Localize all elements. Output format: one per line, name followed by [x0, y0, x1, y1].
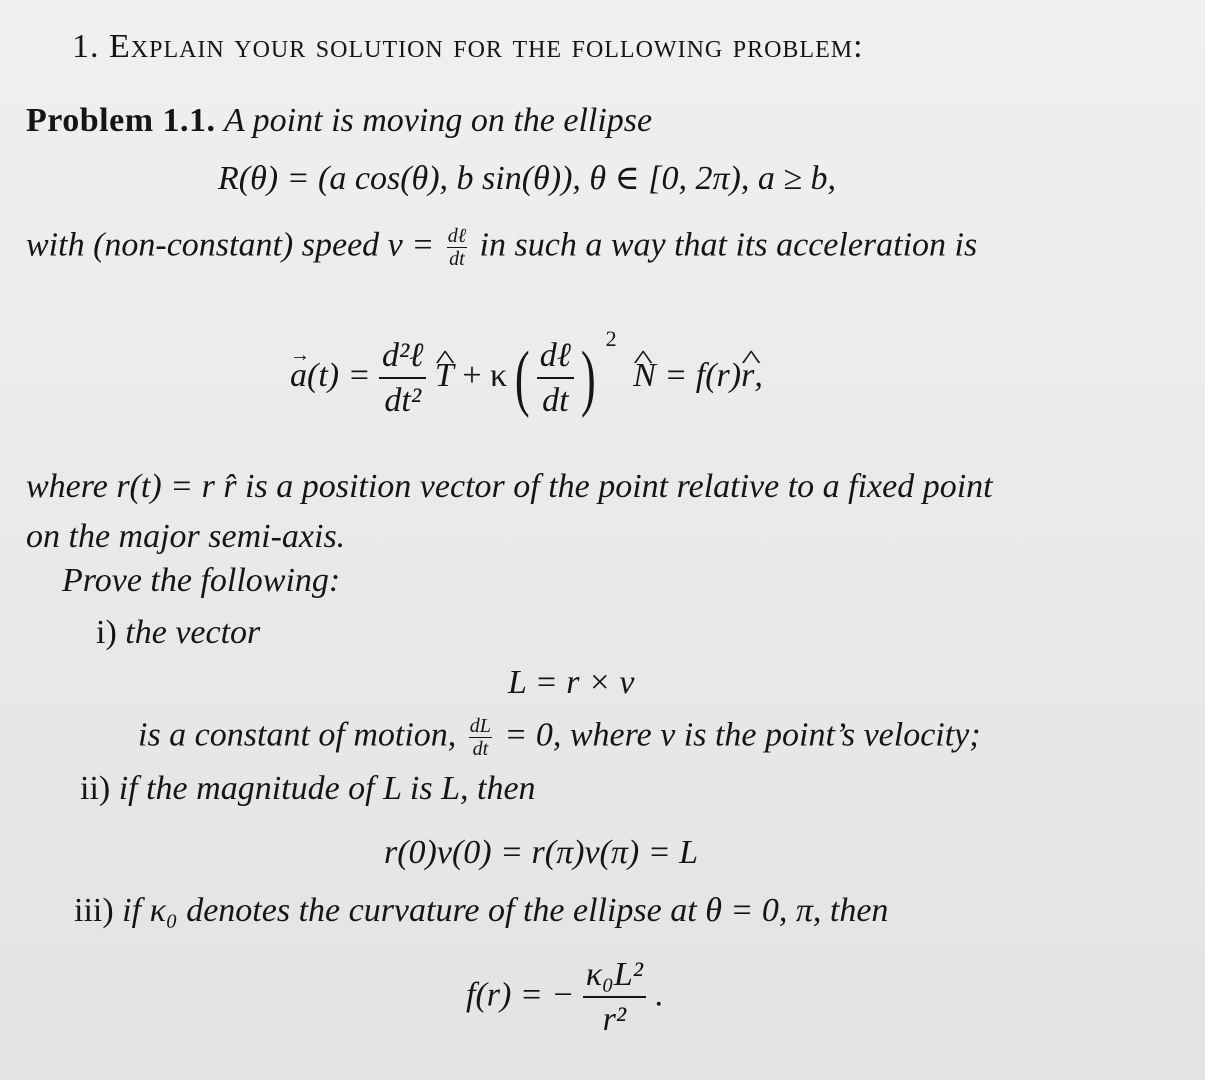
- speed-text-before: with (non-constant) speed v =: [26, 226, 435, 264]
- force-equation: [466, 958, 663, 1037]
- dL-den: dt: [472, 738, 489, 760]
- item-i: [96, 616, 260, 650]
- acceleration-equation: [290, 328, 763, 418]
- speed-frac-den: dt: [449, 248, 465, 270]
- prove-heading: Prove the following:: [62, 562, 341, 599]
- accel-frac2-den: dt: [542, 381, 569, 419]
- angular-momentum-equation: L = r × v: [508, 664, 635, 701]
- f-end: .: [654, 976, 663, 1014]
- radial-unit-vector: ^ r: [741, 359, 754, 393]
- heading-number: 1.: [72, 28, 100, 65]
- item-iii-text: if κ₀ denotes the curvature of the ellipse at θ = 0, π, then: [122, 892, 889, 929]
- f-num: κ₀L²: [583, 958, 646, 998]
- right-paren: ): [581, 337, 597, 420]
- const-after: = 0, where v is the point’s velocity;: [504, 716, 981, 754]
- heading-text: Explain your solution for the following problem:: [109, 28, 864, 65]
- const-before: is a constant of motion,: [138, 716, 457, 754]
- item-i-label: i): [96, 614, 117, 651]
- accel-frac2-num: dℓ: [537, 339, 574, 379]
- item-iii-label: iii): [74, 892, 114, 929]
- accel-comma: ,: [754, 357, 763, 394]
- f-den: r²: [602, 1001, 627, 1038]
- accel-lhs: → a(t) =: [290, 359, 371, 393]
- accel-frac-2: [537, 336, 574, 419]
- accel-frac1-num: d²ℓ: [379, 339, 426, 379]
- accel-rhs: = f(r): [664, 357, 742, 394]
- speed-fraction: [447, 226, 467, 269]
- speed-frac-num: dℓ: [447, 225, 467, 247]
- plus-kappa: + κ: [462, 357, 508, 394]
- accel-frac1-den: dt²: [384, 381, 422, 419]
- speed-text-after: in such a way that its acceleration is: [479, 226, 978, 264]
- problem-intro: A point is moving on the ellipse: [224, 102, 653, 139]
- section-heading: [72, 30, 864, 64]
- major-semi-axis-text: on the major semi-axis.: [26, 518, 346, 555]
- item-iii: [74, 894, 888, 928]
- item-ii-label: ii): [80, 770, 111, 807]
- constant-of-motion-line: [138, 716, 981, 759]
- item-i-text: the vector: [125, 614, 261, 651]
- f-lhs: f(r) = −: [466, 976, 575, 1014]
- f-fraction: [583, 958, 646, 1037]
- accel-exponent: 2: [605, 326, 617, 351]
- position-vector-definition: where r(t) = r r̂ is a position vector of the point relative to a fixed point: [26, 468, 993, 505]
- tangent-unit-vector: ^ T: [435, 359, 454, 393]
- dL-num: dL: [469, 715, 491, 737]
- problem-statement-intro: [26, 104, 652, 138]
- ellipse-equation: R(θ) = (a cos(θ), b sin(θ)), θ ∈ [0, 2π), a ≥ b,: [218, 160, 837, 197]
- problem-label: Problem 1.1.: [26, 102, 216, 139]
- left-paren: (: [514, 337, 530, 420]
- item-ii: [80, 772, 536, 806]
- normal-unit-vector: ^ N: [633, 359, 656, 393]
- rv-equation: r(0)v(0) = r(π)v(π) = L: [384, 834, 699, 871]
- dL-dt-fraction: [469, 716, 492, 759]
- accel-frac-1: [379, 336, 426, 419]
- item-ii-text: if the magnitude of L is L, then: [118, 770, 536, 807]
- speed-line: [26, 226, 977, 269]
